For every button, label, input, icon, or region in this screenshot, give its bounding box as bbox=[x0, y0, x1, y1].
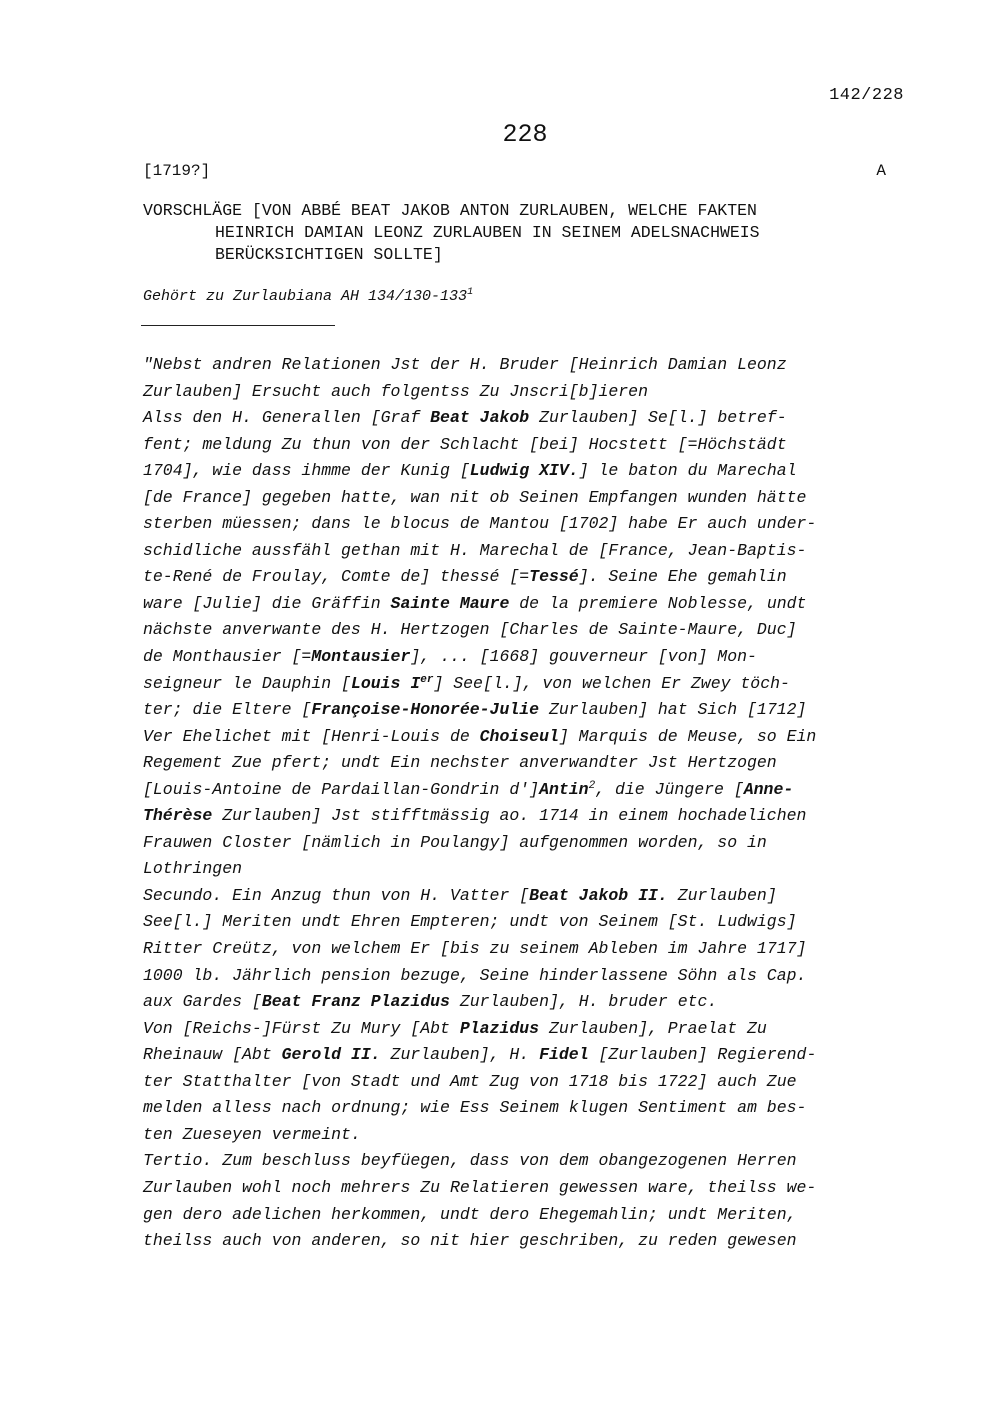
text-line: melden alless nach ordnung; wie Ess Seinem klugen Sentiment am bes- bbox=[143, 1098, 807, 1118]
text-line: Tertio. Zum beschluss beyfüegen, dass von dem obangezogenen Herren bbox=[143, 1151, 797, 1171]
person-name: Montausier bbox=[311, 647, 411, 667]
text-line: ter Statthalter [von Stadt und Amt Zug von 1718 bis 1722] auch Zue bbox=[143, 1071, 797, 1091]
text-line: Thérèse Zurlauben] Jst stifftmässig ao. 1714 in einem hochadelichen bbox=[143, 806, 807, 826]
text-line: seigneur le Dauphin [Louis Ier] See[l.], von welchen Er Zwey töch- bbox=[143, 673, 790, 693]
document-number: 228 bbox=[502, 120, 548, 149]
text-line: 1704], wie dass ihmme der Kunig [Ludwig XIV.] le baton du Marechal bbox=[143, 461, 797, 481]
person-name: Gerold II. bbox=[281, 1045, 381, 1065]
text-line: Ritter Creütz, von welchem Er [bis zu seinem Ableben im Jahre 1717] bbox=[143, 939, 807, 959]
text-line: ten Zueseyen vermeint. bbox=[143, 1124, 361, 1144]
title-line: HEINRICH DAMIAN LEONZ ZURLAUBEN IN SEINEM ADELSNACHWEIS bbox=[215, 223, 760, 242]
text-line: theilss auch von anderen, so nit hier geschriben, zu reden gewesen bbox=[143, 1231, 797, 1251]
source-reference bbox=[143, 287, 473, 305]
text-line: nächste anverwante des H. Hertzogen [Charles de Sainte-Maure, Duc] bbox=[143, 620, 797, 640]
text-line: aux Gardes [Beat Franz Plazidus Zurlauben], H. bruder etc. bbox=[143, 992, 718, 1012]
text-line: te-René de Froulay, Comte de] thessé [=Tessé]. Seine Ehe gemahlin bbox=[143, 567, 787, 587]
text-line: Von [Reichs-]Fürst Zu Mury [Abt Plazidus Zurlauben], Praelat Zu bbox=[143, 1018, 767, 1038]
text-line: See[l.] Meriten undt Ehren Empteren; undt von Seinem [St. Ludwigs] bbox=[143, 912, 797, 932]
text-line: Frauwen Closter [nämlich in Poulangy] aufgenommen worden, so in bbox=[143, 832, 767, 852]
document-date: [1719?] bbox=[143, 162, 211, 180]
person-name: Fidel bbox=[539, 1045, 589, 1065]
text-line: Secundo. Ein Anzug thun von H. Vatter [Beat Jakob II. Zurlauben] bbox=[143, 885, 777, 905]
text-line: fent; meldung Zu thun von der Schlacht [bei] Hocstett [=Höchstädt bbox=[143, 434, 787, 454]
person-name: Ludwig XIV. bbox=[469, 461, 579, 481]
text-line: Zurlauben wohl noch mehrers Zu Relatieren gewessen ware, theilss we- bbox=[143, 1177, 817, 1197]
person-name: Anne- bbox=[743, 779, 794, 799]
text-line: schidliche aussfähl gethan mit H. Marechal de [France, Jean-Baptis- bbox=[143, 540, 807, 560]
person-name: Françoise-Honorée-Julie bbox=[311, 700, 540, 720]
person-name: Beat Jakob II. bbox=[529, 885, 668, 905]
footnote-ref-2: 2 bbox=[588, 779, 596, 792]
person-name: Thérèse bbox=[143, 806, 213, 826]
text-line: ware [Julie] die Gräffin Sainte Maure de la premiere Noblesse, undt bbox=[143, 593, 807, 613]
text-line: Zurlauben] Ersucht auch folgentss Zu Jnscri[b]ieren bbox=[143, 381, 648, 401]
text-line: Lothringen bbox=[143, 859, 243, 879]
separator-rule bbox=[141, 325, 335, 326]
title-line: VORSCHLÄGE [VON ABBÉ BEAT JAKOB ANTON ZURLAUBEN, WELCHE FAKTEN bbox=[143, 201, 757, 220]
document-marker: A bbox=[876, 162, 886, 180]
person-name: Choiseul bbox=[479, 726, 559, 746]
text-line: Ver Ehelichet mit [Henri-Louis de Choiseul] Marquis de Meuse, so Ein bbox=[143, 726, 817, 746]
person-name: Antin bbox=[539, 779, 589, 799]
source-text: Gehört zu Zurlaubiana AH 134/130-133 bbox=[143, 288, 468, 305]
text-line: Alss den H. Generallen [Graf Beat Jakob Zurlauben] Se[l.] betref- bbox=[143, 408, 787, 428]
text-line: "Nebst andren Relationen Jst der H. Bruder [Heinrich Damian Leonz bbox=[143, 355, 787, 374]
footnote-ref-1: 1 bbox=[467, 287, 474, 298]
text-line: Regement Zue pfert; undt Ein nechster anverwandter Jst Hertzogen bbox=[143, 753, 777, 773]
person-name: Sainte Maure bbox=[390, 593, 510, 613]
person-name: Louis Ier bbox=[350, 673, 434, 693]
person-name: Tessé bbox=[529, 567, 579, 587]
title-line: BERÜCKSICHTIGEN SOLLTE] bbox=[215, 245, 443, 264]
person-name: Beat Jakob bbox=[430, 408, 530, 428]
page-reference: 142/228 bbox=[829, 86, 904, 105]
person-name: Beat Franz Plazidus bbox=[261, 992, 450, 1012]
document-title bbox=[143, 200, 903, 266]
text-line: Rheinauw [Abt Gerold II. Zurlauben], H. Fidel [Zurlauben] Regierend- bbox=[143, 1045, 817, 1065]
text-line: gen dero adelichen herkommen, undt dero Ehegemahlin; undt Meriten, bbox=[143, 1204, 797, 1224]
transcription-body bbox=[143, 352, 913, 1255]
person-name: Plazidus bbox=[459, 1018, 540, 1038]
text-line: ter; die Eltere [Françoise-Honorée-Julie Zurlauben] hat Sich [1712] bbox=[143, 700, 807, 720]
text-line: [Louis-Antoine de Pardaillan-Gondrin d']Antin$^2$, die Jüngere [Anne- bbox=[143, 779, 794, 799]
text-line: sterben müessen; dans le blocus de Mantou [1702] habe Er auch under- bbox=[143, 514, 817, 534]
text-line: [de France] gegeben hatte, wan nit ob Seinen Empfangen wunden hätte bbox=[143, 487, 807, 507]
text-line: 1000 lb. Jährlich pension bezuge, Seine hinderlassene Söhn als Cap. bbox=[143, 965, 807, 985]
text-line: de Monthausier [=Montausier], ... [1668] gouverneur [von] Mon- bbox=[143, 647, 757, 667]
